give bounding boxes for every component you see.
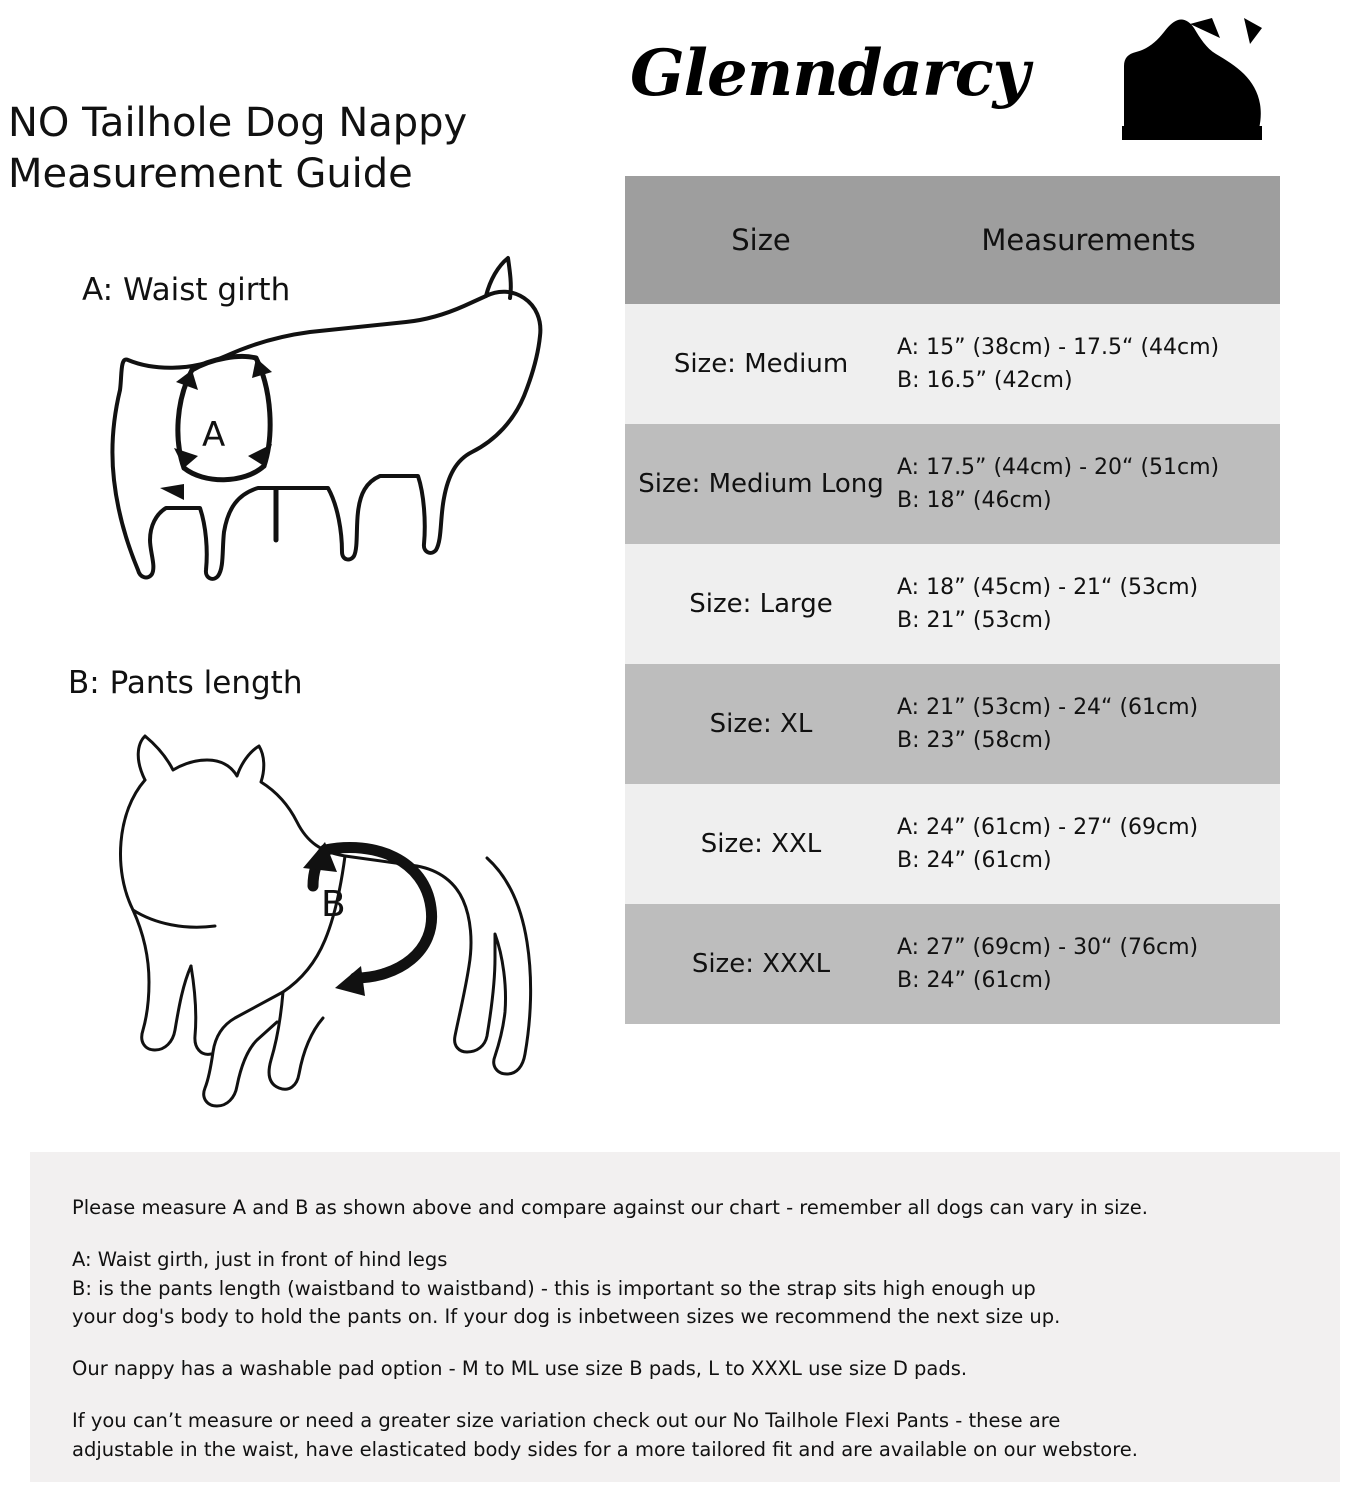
cell-size: Size: Medium — [625, 304, 897, 424]
cell-size: Size: XL — [625, 664, 897, 784]
note-definition-b-line2: your dog's body to hold the pants on. If your dog is inbetween sizes we recommend the next size up. — [72, 1304, 1061, 1328]
note-pad-option: Our nappy has a washable pad option - M to ML use size B pads, L to XXXL use size D pads. — [72, 1357, 968, 1381]
measurement-a: A: 27” (69cm) - 30“ (76cm) — [897, 935, 1199, 960]
measurement-b: B: 18” (46cm) — [897, 488, 1052, 513]
diagram-a-label: A — [202, 415, 226, 455]
column-header-measurements: Measurements — [897, 176, 1280, 304]
diagram-b-label: B — [321, 884, 346, 925]
notes-panel — [30, 1152, 1340, 1482]
table-row — [625, 664, 1280, 784]
table-row — [625, 424, 1280, 544]
measurement-b: B: 24” (61cm) — [897, 848, 1052, 873]
table-row — [625, 904, 1280, 1024]
table-header-row — [625, 176, 1280, 304]
measurement-a: A: 15” (38cm) - 17.5“ (44cm) — [897, 335, 1220, 360]
cell-measurements — [897, 304, 1280, 424]
table-row — [625, 304, 1280, 424]
table-row — [625, 784, 1280, 904]
cell-measurements — [897, 784, 1280, 904]
note-flexi-pants-line1: If you can’t measure or need a greater size variation check out our No Tailhole Flexi Pants - these are — [72, 1409, 1061, 1433]
dog-pants-length-diagram — [25, 700, 545, 1124]
cell-size: Size: Large — [625, 544, 897, 664]
cell-measurements — [897, 664, 1280, 784]
measurement-b: B: 21” (53cm) — [897, 608, 1052, 633]
brand-name: Glenndarcy — [630, 36, 1029, 111]
measurement-b: B: 24” (61cm) — [897, 968, 1052, 993]
measurement-a: A: 21” (53cm) - 24“ (61cm) — [897, 695, 1199, 720]
size-chart-table — [625, 176, 1280, 1024]
measurement-b: B: 23” (58cm) — [897, 728, 1052, 753]
diagram-a-caption: A: Waist girth — [82, 272, 291, 308]
cell-measurements — [897, 904, 1280, 1024]
column-header-size: Size — [625, 176, 897, 304]
note-definition-b-line1: B: is the pants length (waistband to waistband) - this is important so the strap sits high enough up — [72, 1276, 1036, 1300]
measurement-b: B: 16.5” (42cm) — [897, 368, 1073, 393]
cell-measurements — [897, 544, 1280, 664]
cell-size: Size: XXXL — [625, 904, 897, 1024]
page-title: NO Tailhole Dog Nappy Measurement Guide — [8, 100, 468, 198]
table-row — [625, 544, 1280, 664]
note-measure-instruction: Please measure A and B as shown above and compare against our chart - remember all dogs can vary in size. — [72, 1196, 1148, 1219]
brand-logo — [620, 18, 1300, 148]
note-flexi-pants — [72, 1407, 1298, 1464]
cell-size: Size: Medium Long — [625, 424, 897, 544]
note-flexi-pants-line2: adjustable in the waist, have elasticated body sides for a more tailored fit and are available on our webstore. — [72, 1437, 1138, 1461]
cell-measurements — [897, 424, 1280, 544]
dog-waist-girth-diagram — [80, 240, 550, 624]
measurement-a: A: 17.5” (44cm) - 20“ (51cm) — [897, 455, 1220, 480]
measurement-a: A: 18” (45cm) - 21“ (53cm) — [897, 575, 1199, 600]
diagram-b-caption: B: Pants length — [68, 665, 303, 701]
dog-head-silhouette-icon — [1094, 18, 1284, 150]
measurement-a: A: 24” (61cm) - 27“ (69cm) — [897, 815, 1199, 840]
note-definitions — [72, 1246, 1298, 1331]
cell-size: Size: XXL — [625, 784, 897, 904]
note-definition-a: A: Waist girth, just in front of hind legs — [72, 1248, 448, 1272]
